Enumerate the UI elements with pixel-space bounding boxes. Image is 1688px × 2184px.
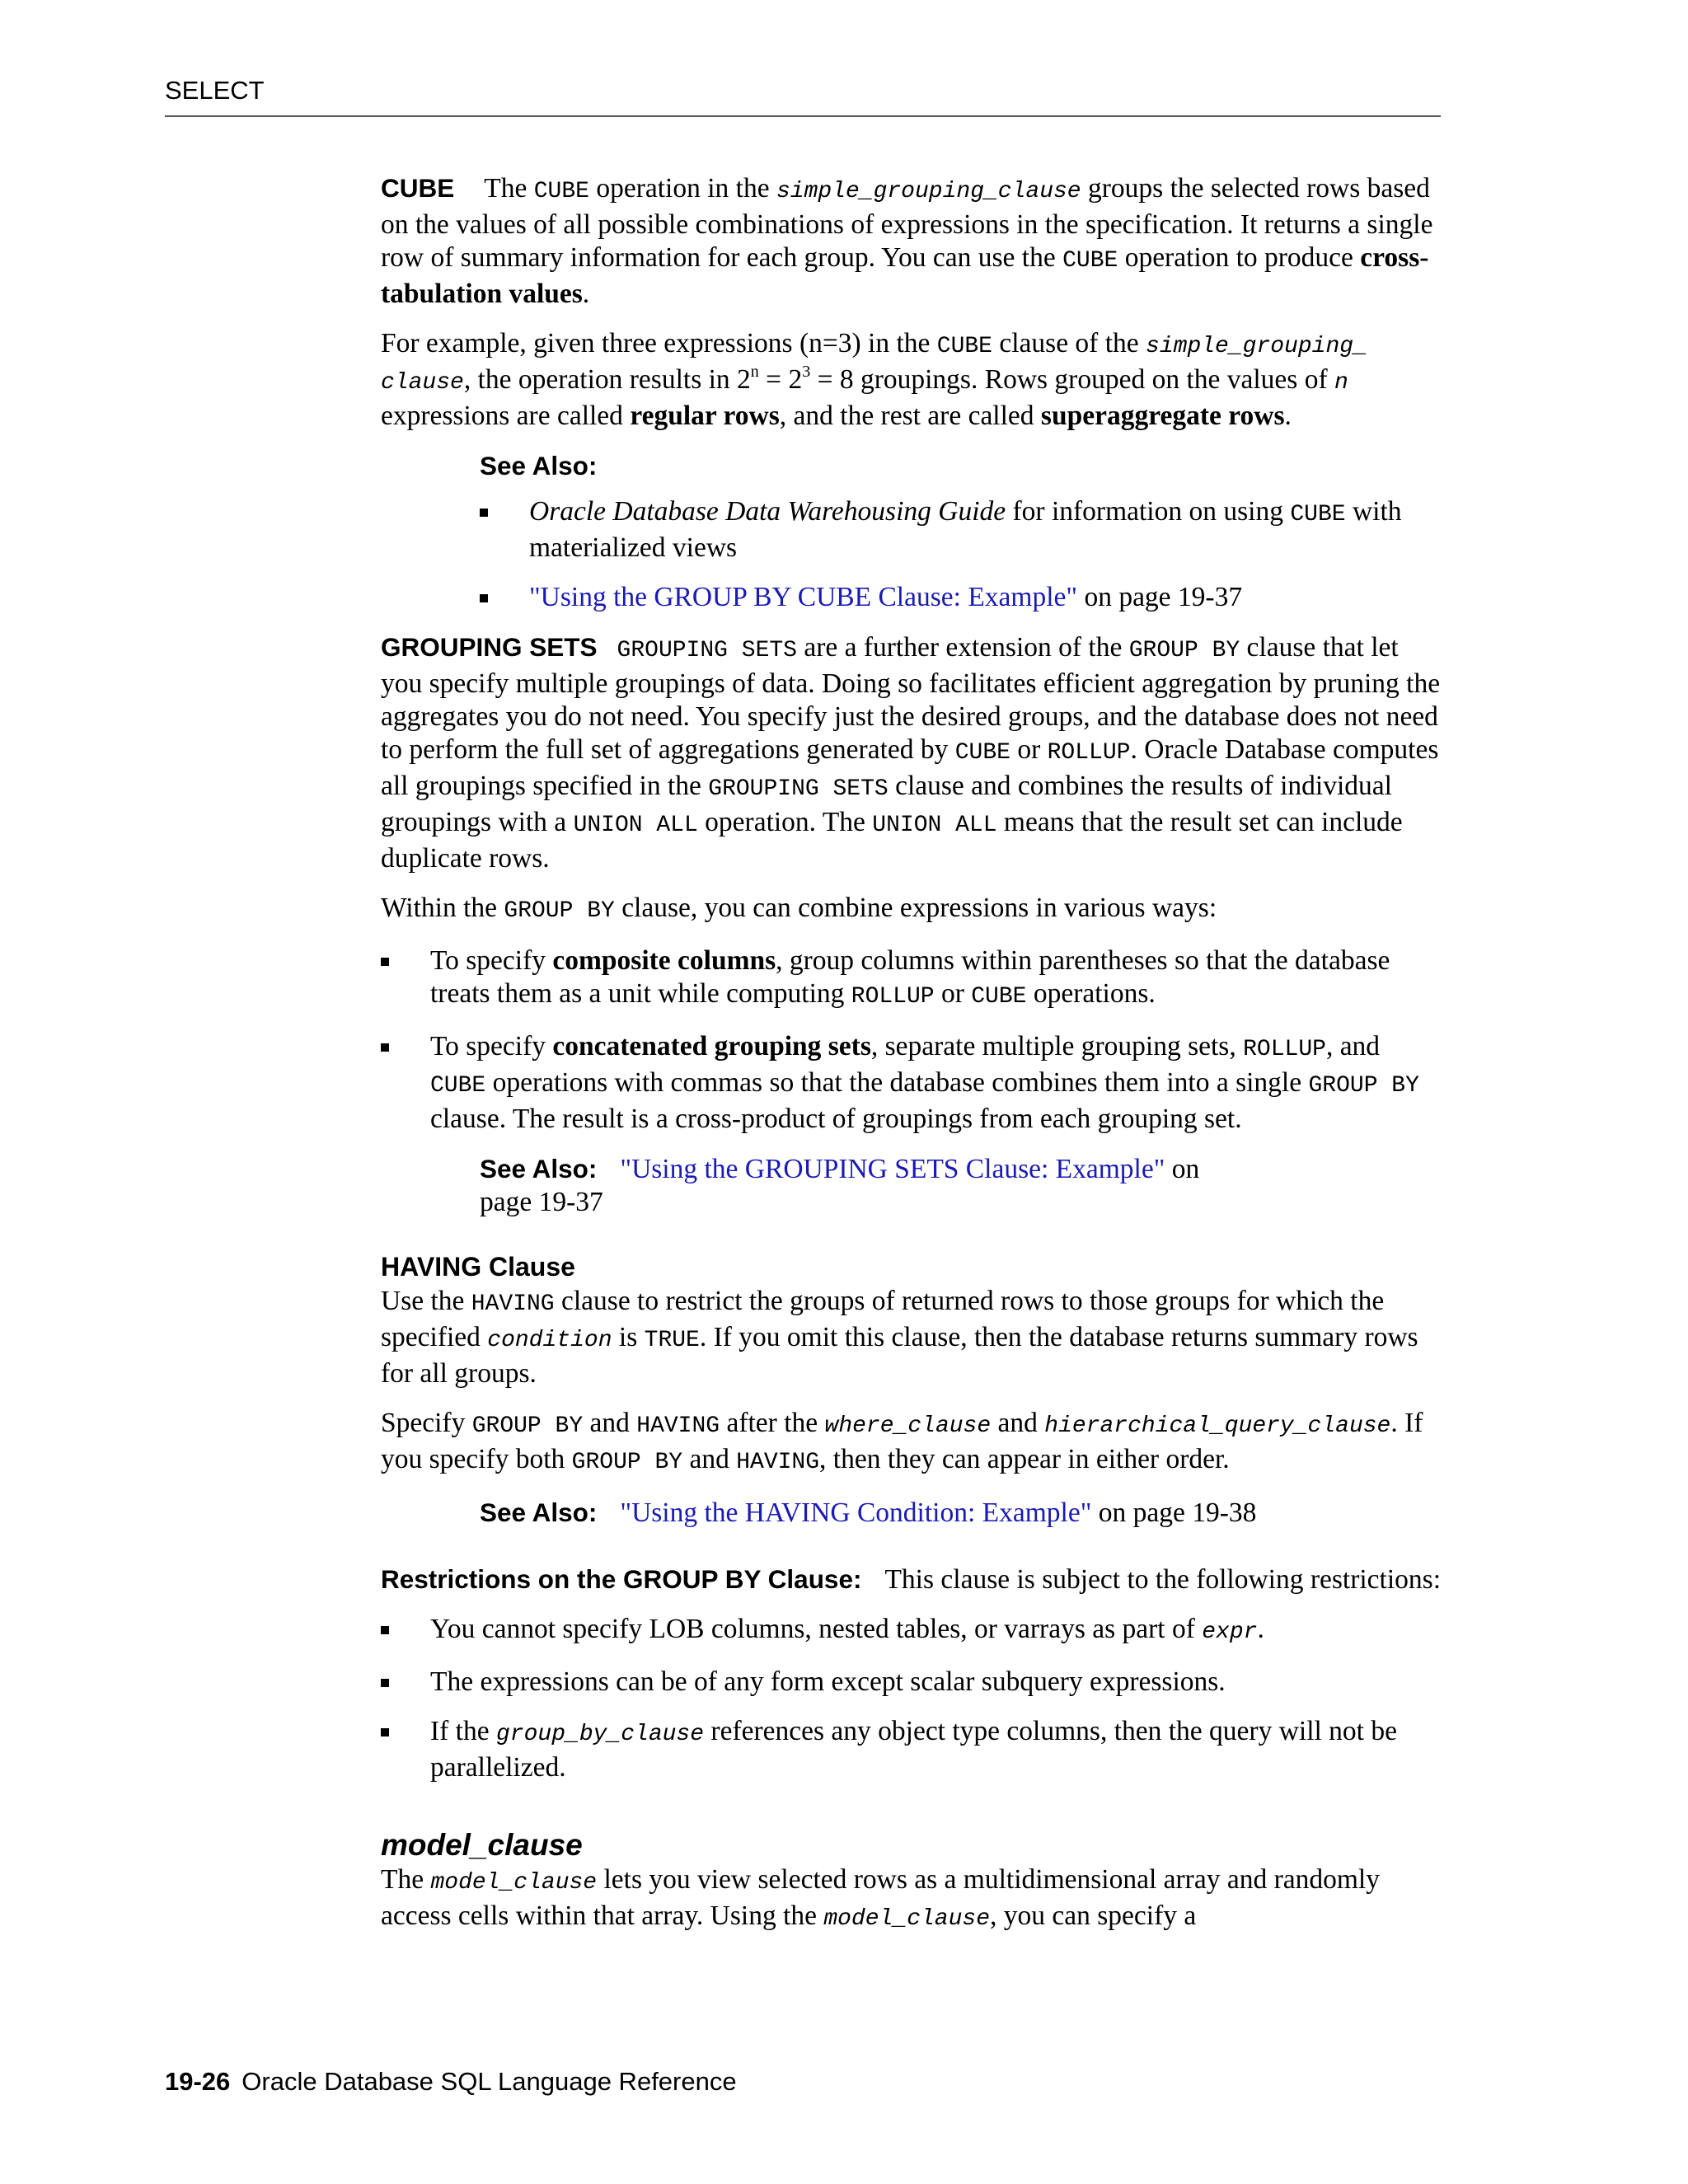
bold-term: composite columns: [552, 945, 776, 976]
model-clause-paragraph: The model_clause lets you view selected rows as a multidimensional array and randomly access cells within that array. Using the model_clause, you can specify a: [381, 1864, 1380, 1932]
inline-code-italic: where_clause: [824, 1413, 992, 1439]
see-also-label: See Also:: [480, 1154, 598, 1183]
inline-code-italic: hierarchical_query_clause: [1044, 1413, 1391, 1439]
grouping-sets-runin-heading: GROUPING SETS: [381, 632, 598, 662]
inline-code: GROUP BY: [571, 1450, 683, 1475]
inline-code: TRUE: [644, 1328, 700, 1353]
having-see-also: [480, 1496, 1441, 1530]
list-item: The expressions can be of any form except scalar subquery expressions.: [381, 1666, 1441, 1699]
inline-code: GROUP BY: [1308, 1073, 1419, 1099]
inline-code-italic: condition: [487, 1328, 612, 1353]
having-paragraph-1: Use the HAVING clause to restrict the groups of returned rows to those groups for which the specified condition is TRUE. If you omit this clause, then the database returns summary rows for all groups.: [381, 1286, 1418, 1389]
inline-code: ROLLUP: [1047, 740, 1131, 766]
superscript: n: [750, 363, 759, 381]
inline-code: CUBE: [971, 984, 1027, 1010]
bold-term: concatenated grouping sets: [552, 1031, 871, 1062]
list-item: To specify concatenated grouping sets, separate multiple grouping sets, ROLLUP, and CUBE operations with commas so that the database combines them into a single GROUP BY clause. The result is a cross-product of groupings from each grouping set.: [381, 1030, 1441, 1136]
cube-see-also-list: [480, 495, 1441, 614]
inline-code: UNION ALL: [872, 813, 997, 838]
inline-code: GROUPING SETS: [708, 776, 889, 802]
book-title: Oracle Database SQL Language Reference: [241, 2067, 737, 2096]
inline-code: CUBE: [936, 334, 992, 359]
cross-reference-link[interactable]: "Using the GROUPING SETS Clause: Example": [620, 1154, 1165, 1184]
page-footer: [165, 2065, 737, 2098]
grouping-sets-paragraph: [381, 630, 1441, 875]
cube-see-also: [480, 449, 1441, 614]
inline-code: ROLLUP: [851, 984, 935, 1010]
list-item: You cannot specify LOB columns, nested tables, or varrays as part of expr.: [381, 1613, 1441, 1649]
inline-code: HAVING: [736, 1450, 820, 1475]
inline-code: HAVING: [471, 1291, 555, 1317]
inline-code: HAVING: [636, 1413, 720, 1439]
list-item: If the group_by_clause references any object type columns, then the query will not be parallelized.: [381, 1715, 1441, 1784]
cube-text: The CUBE operation in the simple_grouping_clause groups the selected rows based on the values of all possible combinations of expressions in the specification. It returns a single row of summary information for each group. You can use the CUBE operation to produce cross-tabulation values.: [381, 173, 1433, 309]
page-number: 19-26: [165, 2067, 231, 2096]
grouping-options-list: [381, 944, 1441, 1136]
cube-runin-heading: CUBE: [381, 173, 455, 203]
inline-code-italic: model_clause: [430, 1870, 598, 1896]
grouping-sets-text: GROUPING SETS are a further extension of the GROUP BY clause that let you specify multiple groupings of data. Doing so facilitates efficient aggregation by pruning the aggregates you do not need. You specify just the desired groups, and the database does not need to perform the full set of aggregations generated by CUBE or ROLLUP. Oracle Database computes all groupings specified in the GROUPING SETS clause and combines the results of individual groupings with a UNION ALL operation. The UNION ALL means that the result set can include duplicate rows.: [381, 632, 1441, 874]
grouping-sets-see-also: [480, 1152, 1254, 1219]
having-heading: HAVING Clause: [381, 1252, 575, 1282]
restrictions-intro: This clause is subject to the following restrictions:: [884, 1564, 1441, 1595]
bold-term: superaggregate rows: [1040, 401, 1285, 431]
inline-code-italic: expr: [1202, 1619, 1258, 1645]
having-paragraph-2: Specify GROUP BY and HAVING after the where_clause and hierarchical_query_clause. If you specify both GROUP BY and HAVING, then they can appear in either order.: [381, 1408, 1423, 1475]
inline-code: CUBE: [533, 179, 589, 204]
bold-term: cross-tabulation values: [381, 242, 1429, 309]
group-by-combine-paragraph: Within the GROUP BY clause, you can combine expressions in various ways:: [381, 893, 1217, 924]
italic-text: Oracle Database Data Warehousing Guide: [529, 496, 1006, 527]
see-also-label: See Also:: [480, 1497, 598, 1527]
inline-code-italic: model_clause: [823, 1906, 991, 1932]
page-body: [381, 171, 1441, 1952]
see-also-text: "Using the HAVING Condition: Example" on page 19-38: [620, 1497, 1257, 1528]
cube-paragraph: [381, 171, 1441, 311]
inline-code: GROUP BY: [504, 898, 615, 924]
inline-code: UNION ALL: [573, 813, 698, 838]
restrictions-list: [381, 1613, 1441, 1784]
list-item: To specify composite columns, group columns within parentheses so that the database treats them as a unit while computing ROLLUP or CUBE operations.: [381, 944, 1441, 1014]
inline-code-italic: n: [1334, 370, 1348, 396]
cross-reference-link[interactable]: "Using the GROUP BY CUBE Clause: Example": [529, 582, 1078, 612]
inline-code: CUBE: [430, 1073, 486, 1099]
running-header: SELECT: [165, 76, 265, 105]
restrictions-paragraph: [381, 1563, 1441, 1596]
inline-code: GROUPING SETS: [617, 638, 797, 663]
inline-code: CUBE: [1062, 248, 1118, 274]
inline-code: CUBE: [1290, 502, 1346, 527]
see-also-text: "Using the GROUPING SETS Clause: Example" on page 19-37: [480, 1154, 1200, 1217]
inline-code-italic: group_by_clause: [496, 1722, 705, 1747]
superscript: 3: [802, 363, 811, 381]
see-also-item: "Using the GROUP BY CUBE Clause: Example" on page 19-37: [480, 581, 1441, 614]
inline-code: CUBE: [954, 740, 1010, 766]
see-also-label: See Also:: [480, 451, 598, 480]
inline-code: GROUP BY: [1128, 638, 1240, 663]
inline-code: ROLLUP: [1243, 1037, 1326, 1062]
cube-example-paragraph: For example, given three expressions (n=3) in the CUBE clause of the simple_grouping_ clause, the operation results in $2^n = 2^3 = 8$ groupings. Rows grouped on the values of n expressions are called regular rows, and the rest are called superaggregate rows.: [381, 328, 1367, 431]
inline-code-italic: simple_grouping_ clause: [381, 334, 1367, 396]
restrictions-runin-heading: Restrictions on the GROUP BY Clause:: [381, 1564, 862, 1594]
cross-reference-link[interactable]: "Using the HAVING Condition: Example": [620, 1497, 1092, 1528]
inline-code: GROUP BY: [471, 1413, 584, 1439]
bold-term: regular rows: [630, 401, 780, 431]
inline-code-italic: simple_grouping_clause: [776, 179, 1081, 204]
model-clause-heading: model_clause: [381, 1828, 583, 1862]
see-also-item: Oracle Database Data Warehousing Guide for information on using CUBE with materialized views: [480, 495, 1441, 565]
header-rule: [165, 115, 1441, 117]
